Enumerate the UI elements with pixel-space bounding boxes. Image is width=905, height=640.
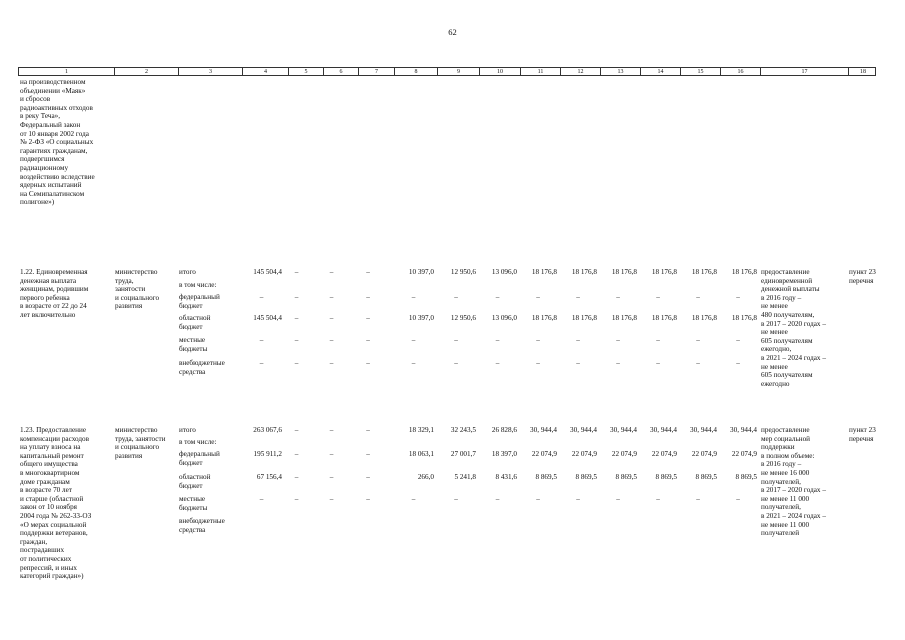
row123-federal-value: –	[294, 450, 299, 458]
row122-regional-value: 18 176,8	[651, 314, 677, 322]
row122-result-line: ежегодно,	[761, 345, 792, 354]
row122-source-label: внебюджетные	[179, 359, 225, 367]
row122-local-value: –	[259, 336, 264, 344]
row122-source-label: бюджет	[179, 301, 203, 310]
row122-extra-value: –	[454, 359, 458, 367]
row122-regional-value: 10 397,0	[408, 314, 434, 322]
row123-total-value: 30, 944,4	[730, 426, 757, 434]
row123-name-line: граждан,	[20, 537, 48, 546]
row123-name-line: закон от 10 ноября	[20, 503, 77, 512]
row122-local-value: –	[294, 336, 299, 344]
row123-name-line: в возрасте 70 лет	[20, 486, 72, 495]
row123-result-line: получателей,	[761, 477, 801, 486]
header-col-13: 13	[600, 68, 640, 75]
row122-result-line: 605 получателям	[761, 371, 813, 380]
table-header-row	[18, 67, 876, 76]
row123-regional-value: 266,0	[417, 473, 434, 481]
row123-name-line: 2004 года № 262-33-ОЗ	[20, 512, 92, 520]
row122-local-value: –	[366, 336, 370, 344]
header-col-16: 16	[720, 68, 760, 75]
prev-row-name-line: от 10 января 2002 года	[20, 129, 89, 138]
row122-extra-value: –	[696, 359, 700, 367]
row122-total-value: 145 504,4	[253, 268, 282, 276]
row123-name-line: и старше (областной	[20, 494, 84, 503]
row123-source-label: федеральный	[179, 450, 220, 458]
row122-local-value: –	[696, 336, 700, 344]
row123-regional-value: 8 869,5	[535, 473, 557, 481]
prev-row-name-line: воздействию вследствие	[20, 172, 95, 181]
row123-regional-value: –	[329, 473, 334, 481]
row122-local-value: –	[411, 336, 416, 344]
row122-ref-line: пункт 23	[849, 268, 876, 276]
row122-federal-value: –	[495, 293, 500, 301]
row122-regional-value: –	[329, 314, 334, 322]
header-col-10: 10	[479, 68, 520, 75]
row122-federal-value: –	[366, 293, 370, 301]
row123-result-line: получателей	[761, 529, 800, 538]
header-col-4: 4	[242, 68, 288, 75]
row123-name-line: категорий граждан»)	[20, 572, 84, 581]
row123-result-line: поддержки	[761, 443, 795, 452]
row122-name-line: денежная выплата	[20, 276, 77, 285]
row122-total-value: 18 176,8	[531, 268, 557, 276]
row123-name-line: на уплату взноса на	[20, 443, 81, 452]
header-col-8: 8	[394, 68, 437, 75]
row123-name-line: доме гражданам	[20, 477, 70, 486]
row123-regional-value: 8 869,5	[735, 473, 757, 481]
row123-name-line: капитальный ремонт	[20, 451, 84, 460]
row123-local-value: –	[411, 495, 416, 503]
row123-total-value: 263 067,6	[253, 426, 282, 434]
row123-executor-line: труда, занятости	[115, 434, 166, 443]
row123-ref-line: пункт 23	[849, 426, 876, 434]
row123-source-label: местные	[179, 495, 206, 503]
row123-total-value: –	[366, 426, 370, 434]
row123-result-line: не менее 11 000	[761, 494, 810, 503]
row122-source-label: федеральный	[179, 293, 220, 301]
row123-total-value: 30, 944,4	[650, 426, 677, 434]
row122-name-line: лет включительно	[20, 311, 76, 319]
row122-executor-line: министерство	[115, 268, 158, 276]
row122-extra-value: –	[536, 359, 540, 367]
row122-result-line: не менее	[761, 362, 788, 371]
row122-local-value: –	[329, 336, 334, 344]
row123-local-value: –	[329, 495, 334, 503]
row123-executor-line: министерство	[115, 426, 158, 434]
row123-total-value: 30, 944,4	[530, 426, 557, 434]
row122-extra-value: –	[329, 359, 334, 367]
row122-federal-value: –	[696, 293, 700, 301]
row123-federal-value: 18 063,1	[408, 450, 434, 458]
row122-local-value: –	[736, 336, 740, 344]
row123-local-value: –	[696, 495, 700, 503]
row123-result-line: в 2021 – 2024 годах –	[761, 512, 826, 520]
row123-source-label: бюджеты	[179, 503, 208, 512]
row122-federal-value: –	[616, 293, 620, 301]
row122-federal-value: –	[411, 293, 416, 301]
row122-result-line: 605 получателям	[761, 336, 813, 345]
row122-total-value: 10 397,0	[408, 268, 434, 276]
row122-total-value: 18 176,8	[651, 268, 677, 276]
row123-regional-value: –	[294, 473, 299, 481]
row122-extra-value: –	[495, 359, 500, 367]
row122-total-value: –	[329, 268, 334, 276]
row122-total-value: 13 096,0	[491, 268, 517, 276]
row123-name-line: компенсации расходов	[20, 434, 90, 443]
row123-total-value: –	[294, 426, 299, 434]
row123-federal-value: 18 397,0	[491, 450, 517, 458]
row122-local-value: –	[616, 336, 620, 344]
row123-total-value: 26 828,6	[491, 426, 517, 434]
row122-regional-value: –	[294, 314, 299, 322]
row122-extra-value: –	[736, 359, 740, 367]
row123-federal-value: 22 074,9	[611, 450, 637, 458]
row122-result-line: ежегодно	[761, 379, 790, 388]
row123-total-value: 32 243,5	[450, 426, 476, 434]
row123-federal-value: 22 074,9	[691, 450, 717, 458]
row122-federal-value: –	[329, 293, 334, 301]
row123-result-line: в 2017 – 2020 годах –	[761, 486, 826, 495]
row122-regional-value: 18 176,8	[571, 314, 597, 322]
row122-source-label: в том числе:	[179, 281, 217, 289]
header-col-17: 17	[760, 68, 848, 75]
row122-local-value: –	[495, 336, 500, 344]
row123-federal-value: 22 074,9	[531, 450, 557, 458]
row123-result-line: в 2016 году –	[761, 460, 802, 469]
row123-regional-value: 8 869,5	[575, 473, 597, 481]
row123-name-line: пострадавших	[20, 546, 65, 555]
row123-total-value: 30, 944,4	[610, 426, 637, 434]
row122-extra-value: –	[294, 359, 299, 367]
row123-source-label: в том числе:	[179, 438, 217, 446]
header-col-14: 14	[640, 68, 680, 75]
row122-local-value: –	[576, 336, 580, 344]
row122-source-label: средства	[179, 367, 206, 376]
row122-extra-value: –	[411, 359, 416, 367]
row123-result-line: в полном объеме:	[761, 451, 815, 460]
header-col-5: 5	[288, 68, 323, 75]
row123-local-value: –	[656, 495, 660, 503]
row122-source-label: итого	[179, 268, 196, 276]
row122-federal-value: –	[736, 293, 740, 301]
row123-federal-value: 22 074,9	[731, 450, 757, 458]
row123-source-label: средства	[179, 525, 206, 534]
row123-regional-value: –	[366, 473, 370, 481]
row123-source-label: бюджет	[179, 481, 203, 490]
row122-name-line: женщинам, родившим	[20, 285, 89, 294]
row122-result-line: 480 получателям,	[761, 311, 815, 319]
row123-result-line: предоставление	[761, 426, 810, 434]
row122-result-line: не менее	[761, 328, 788, 337]
row122-total-value: –	[294, 268, 299, 276]
row122-name-line: первого ребенка	[20, 293, 70, 302]
header-col-12: 12	[560, 68, 600, 75]
row122-name-line: в возрасте от 22 до 24	[20, 302, 87, 311]
row123-federal-value: –	[329, 450, 334, 458]
header-col-2: 2	[114, 68, 178, 75]
row122-federal-value: –	[576, 293, 580, 301]
row122-extra-value: –	[576, 359, 580, 367]
row123-local-value: –	[294, 495, 299, 503]
header-col-9: 9	[437, 68, 479, 75]
row122-extra-value: –	[616, 359, 620, 367]
row122-federal-value: –	[536, 293, 540, 301]
row122-result-line: в 2017 – 2020 годах –	[761, 319, 826, 328]
row123-result-line: не менее 11 000	[761, 520, 810, 529]
header-col-1: 1	[65, 69, 68, 75]
prev-row-name-line: подвергшимся	[20, 155, 65, 164]
row123-result-line: не менее 16 000	[761, 469, 810, 477]
row122-local-value: –	[536, 336, 540, 344]
row123-name-line: 1.23. Предоставление	[20, 426, 87, 434]
row123-total-value: 30, 944,4	[570, 426, 597, 434]
header-col-3: 3	[178, 68, 242, 75]
row123-name-line: от политических	[20, 555, 72, 563]
row123-source-label: итого	[179, 426, 196, 434]
prev-row-name-line: на Семипалатинском	[20, 189, 85, 198]
header-col-7: 7	[358, 68, 394, 75]
row123-federal-value: 22 074,9	[651, 450, 677, 458]
row122-regional-value: –	[366, 314, 370, 322]
prev-row-name-line: радиоактивных отходов	[20, 103, 93, 112]
row122-regional-value: 13 096,0	[491, 314, 517, 322]
row123-source-label: областной	[179, 473, 211, 481]
page-number: 62	[448, 27, 457, 37]
row123-local-value: –	[454, 495, 458, 503]
row123-result-line: мер социальной	[761, 434, 811, 443]
row122-regional-value: 18 176,8	[531, 314, 557, 322]
row122-ref-line: перечня	[849, 276, 874, 285]
row123-regional-value: 67 156,4	[256, 473, 282, 481]
row123-name-line: в многоквартирном	[20, 469, 80, 477]
row122-local-value: –	[454, 336, 458, 344]
prev-row-name-line: полигоне»)	[20, 198, 55, 207]
row122-regional-value: 18 176,8	[691, 314, 717, 322]
row122-result-line: в 2016 году –	[761, 293, 802, 302]
header-col-6: 6	[323, 68, 358, 75]
row123-ref-line: перечня	[849, 434, 874, 443]
row123-total-value: –	[329, 426, 334, 434]
row123-local-value: –	[536, 495, 540, 503]
row123-source-label: внебюджетные	[179, 517, 225, 525]
prev-row-name-line: № 2-ФЗ «О социальных	[20, 138, 94, 147]
row122-local-value: –	[656, 336, 660, 344]
row122-source-label: местные	[179, 336, 206, 344]
row123-federal-value: 195 911,2	[253, 450, 282, 458]
row122-executor-line: развития	[115, 302, 143, 311]
row122-extra-value: –	[259, 359, 264, 367]
row123-name-line: «О мерах социальной	[20, 520, 87, 529]
row122-name-line: 1.22. Единовременная	[20, 268, 88, 276]
header-col-18: 18	[848, 68, 877, 75]
row123-federal-value: 22 074,9	[571, 450, 597, 458]
row122-federal-value: –	[656, 293, 660, 301]
row122-federal-value: –	[259, 293, 264, 301]
row122-regional-value: 145 504,4	[253, 314, 282, 322]
row123-executor-line: и социального	[115, 443, 160, 452]
prev-row-name-line: гарантиях гражданам,	[20, 146, 88, 155]
row122-executor-line: занятости	[115, 285, 146, 294]
row123-regional-value: 8 869,5	[615, 473, 637, 481]
row122-executor-line: и социального	[115, 293, 160, 302]
prev-row-name-line: в реку Теча»,	[20, 112, 61, 121]
row122-federal-value: –	[294, 293, 299, 301]
row123-local-value: –	[366, 495, 370, 503]
row123-local-value: –	[736, 495, 740, 503]
row122-source-label: областной	[179, 314, 211, 322]
row123-regional-value: 8 869,5	[655, 473, 677, 481]
row122-regional-value: 18 176,8	[731, 314, 757, 322]
row123-local-value: –	[259, 495, 264, 503]
row122-total-value: 18 176,8	[611, 268, 637, 276]
prev-row-name-line: на производственном	[20, 78, 86, 86]
row123-source-label: бюджет	[179, 458, 203, 467]
row122-total-value: –	[366, 268, 370, 276]
row122-extra-value: –	[366, 359, 370, 367]
row123-regional-value: 8 869,5	[695, 473, 717, 481]
row122-result-line: в 2021 – 2024 годах –	[761, 354, 826, 362]
row122-total-value: 18 176,8	[691, 268, 717, 276]
row122-executor-line: труда,	[115, 276, 134, 285]
row123-federal-value: 27 001,7	[450, 450, 476, 458]
row123-total-value: 30, 944,4	[690, 426, 717, 434]
header-col-11: 11	[520, 68, 560, 75]
header-col-15: 15	[680, 68, 720, 75]
row122-total-value: 12 950,6	[450, 268, 476, 276]
row123-name-line: поддержки ветеранов,	[20, 529, 88, 538]
row122-total-value: 18 176,8	[731, 268, 757, 276]
row123-result-line: получателей,	[761, 503, 801, 512]
row123-name-line: общего имущества	[20, 460, 78, 469]
row123-name-line: репрессий, и иных	[20, 563, 78, 572]
row123-total-value: 18 329,1	[408, 426, 434, 434]
row123-local-value: –	[495, 495, 500, 503]
row122-regional-value: 18 176,8	[611, 314, 637, 322]
row122-federal-value: –	[454, 293, 458, 301]
prev-row-name-line: ядерных испытаний	[20, 181, 82, 190]
row122-extra-value: –	[656, 359, 660, 367]
row122-result-line: предоставление	[761, 268, 810, 276]
row122-result-line: единовременной	[761, 276, 813, 285]
row123-executor-line: развития	[115, 451, 143, 460]
row123-federal-value: –	[366, 450, 370, 458]
row122-source-label: бюджет	[179, 322, 203, 331]
row123-regional-value: 8 431,6	[495, 473, 517, 481]
prev-row-name-line: объединении «Маяк»	[20, 86, 86, 95]
prev-row-name-line: Федеральный закон	[20, 121, 81, 129]
row123-local-value: –	[616, 495, 620, 503]
row122-result-line: денежной выплаты	[761, 285, 820, 294]
row122-result-line: не менее	[761, 302, 788, 311]
row122-total-value: 18 176,8	[571, 268, 597, 276]
row123-regional-value: 5 241,8	[454, 473, 476, 481]
row122-source-label: бюджеты	[179, 344, 208, 353]
prev-row-name-line: радиационному	[20, 164, 69, 172]
prev-row-name-line: и сбросов	[20, 95, 51, 104]
row123-local-value: –	[576, 495, 580, 503]
row122-regional-value: 12 950,6	[450, 314, 476, 322]
